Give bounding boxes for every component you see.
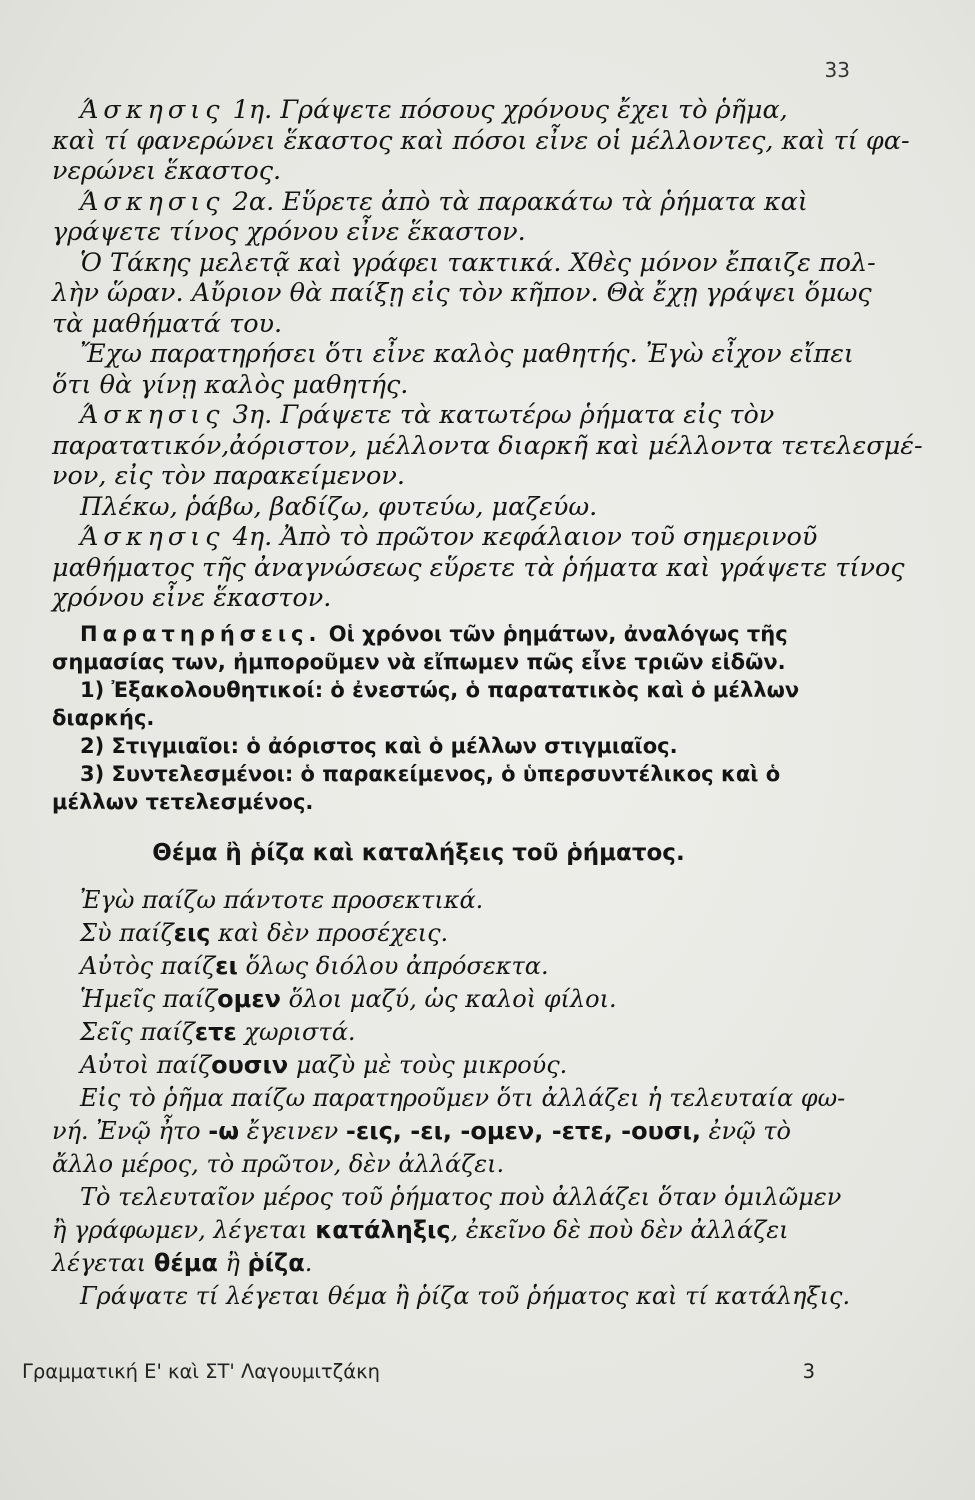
exercise-1-line-2: καὶ τί φανερώνει ἕκαστος καὶ πόσοι εἶνε οἱ μέλλοντες, καὶ τί φα- <box>52 125 910 156</box>
exercise-number: 3η. <box>232 400 273 430</box>
conjugation-line: Σὺ παίζεις καὶ δὲν προσέχεις. <box>80 918 449 947</box>
note-line-6: 3) Συντελεσμένοι: ὁ παρακείμενος, ὁ ὑπερσυντέλικος καὶ ὁ <box>80 761 781 786</box>
exercise-label: Άσκησις <box>80 95 225 125</box>
paragraph-1-line-1: Εἰς τὸ ῥῆμα παίζω παρατηροῦμεν ὅτι ἀλλάζει ἡ τελευταία φω- <box>80 1083 846 1112</box>
page-number: 33 <box>824 58 850 82</box>
paragraph-1-line-3: ἄλλο μέρος, τὸ πρῶτον, δὲν ἀλλάζει. <box>52 1149 505 1178</box>
closing-question: Γράψατε τί λέγεται θέμα ἢ ῥίζα τοῦ ῥήματος καὶ τί κατάληξις. <box>80 1281 851 1310</box>
note-label: Παρατηρήσεις. <box>80 621 322 646</box>
exercise-3-line-2: παρατατικόν,ἀόριστον, μέλλοντα διαρκῆ καὶ μέλλοντα τετελεσμέ- <box>52 430 923 461</box>
paragraph-2-line-2: ἢ γράφωμεν, λέγεται κατάληξις, ἐκεῖνο δὲ ποὺ δὲν ἀλλάζει <box>52 1215 789 1244</box>
exercise-number: 2α. <box>232 186 275 217</box>
exercise-label: Άσκησις <box>80 522 225 552</box>
exercise-4-line-3: χρόνου εἶνε ἕκαστον. <box>52 583 332 613</box>
note-line-7: μέλλων τετελεσμένος. <box>52 789 314 814</box>
exercise-3-line-4: Πλέκω, ῥάβω, βαδίζω, φυτεύω, μαζεύω. <box>80 491 598 522</box>
exercise-text: Γράψετε τὰ κατωτέρω ῥήματα εἰς τὸν <box>280 400 775 430</box>
conjugation-line: Αὐτὸς παίζει ὅλως διόλου ἀπρόσεκτα. <box>80 951 549 980</box>
note-text: Οἱ χρόνοι τῶν ῥημάτων, ἀναλόγως τῆς <box>328 621 788 646</box>
exercise-number: 4η. <box>232 522 273 552</box>
exercise-2-line-7: ὅτι θὰ γίνῃ καλὸς μαθητής. <box>52 369 409 400</box>
note-line-3: 1) Ἐξακολουθητικοί: ὁ ἐνεστώς, ὁ παρατατικὸς καὶ ὁ μέλλων <box>80 677 800 702</box>
paragraph-2-line-1: Τὸ τελευταῖον μέρος τοῦ ῥήματος ποὺ ἀλλάζει ὅταν ὁμιλῶμεν <box>80 1182 842 1211</box>
exercise-2-line-1 <box>52 187 825 218</box>
footer-book-title: Γραμματική Ε' καὶ ΣΤ' Λαγουμιτζάκη <box>22 1360 380 1383</box>
exercise-2-line-5: τὰ μαθήματά του. <box>52 308 283 339</box>
section-heading: Θέμα ἢ ῥίζα καὶ καταλήξεις τοῦ ῥήματος. <box>152 839 685 866</box>
exercise-4-line-2: μαθήματος τῆς ἀναγνώσεως εὕρετε τὰ ῥήματα καὶ γράψετε τίνος <box>52 552 905 583</box>
exercise-2-line-2: γράψετε τίνος χρόνου εἶνε ἕκαστον. <box>52 217 526 247</box>
note-line-4: διαρκής. <box>52 705 155 730</box>
page-footer <box>22 1360 815 1383</box>
exercise-2-line-6: Ἔχω παρατηρήσει ὅτι εἶνε καλὸς μαθητής. Ἐγὼ εἶχον εἴπει <box>80 339 854 369</box>
paragraph-1-line-2: νή. Ἐνῷ ἦτο -ω ἔγεινεν -εις, -ει, -ομεν, -ετε, -ουσι, ἐνῷ τὸ <box>52 1116 792 1145</box>
exercise-1-line-3: νερώνει ἕκαστος. <box>52 156 282 186</box>
paragraph-2-line-3: λέγεται θέμα ἢ ῥίζα. <box>52 1248 313 1277</box>
exercise-4-line-1 <box>52 522 825 553</box>
footer-signature: 3 <box>802 1360 815 1383</box>
exercise-3-line-1 <box>52 400 825 431</box>
exercise-label: Άσκησις <box>80 186 225 217</box>
exercise-text: Ἀπὸ τὸ πρῶτον κεφάλαιον τοῦ σημερινοῦ <box>280 522 818 552</box>
exercise-2-line-3: Ὁ Τάκης μελετᾷ καὶ γράφει τακτικά. Χθὲς μόνον ἔπαιζε πολ- <box>80 247 876 278</box>
conjugation-line: Σεῖς παίζετε χωριστά. <box>80 1017 356 1046</box>
conjugation-line: Ἐγὼ παίζω πάντοτε προσεκτικά. <box>80 885 484 914</box>
exercise-text: Γράψετε πόσους χρόνους ἔχει τὸ ῥῆμα, <box>280 95 788 125</box>
note-line-5: 2) Στιγμιαῖοι: ὁ ἀόριστος καὶ ὁ μέλλων στιγμιαῖος. <box>80 733 678 758</box>
note-line-2: σημασίας των, ἠμποροῦμεν νὰ εἴπωμεν πῶς εἶνε τριῶν εἰδῶν. <box>52 649 786 674</box>
note-line-1 <box>52 620 825 648</box>
exercise-label: Άσκησις <box>80 400 225 430</box>
exercise-2-line-4: λὴν ὥραν. Αὔριον θὰ παίξῃ εἰς τὸν κῆπον. Θὰ ἔχῃ γράψει ὅμως <box>52 278 872 308</box>
exercise-1-line-1 <box>52 95 825 126</box>
conjugation-line: Αὐτοὶ παίζουσιν μαζὺ μὲ τοὺς μικρούς. <box>80 1050 568 1079</box>
exercise-3-line-3: νον, εἰς τὸν παρακείμενον. <box>52 461 406 491</box>
conjugation-line: Ἡμεῖς παίζομεν ὅλοι μαζύ, ὡς καλοὶ φίλοι. <box>80 984 617 1013</box>
exercise-text: Εὕρετε ἀπὸ τὰ παρακάτω τὰ ῥήματα καὶ <box>282 186 808 217</box>
exercise-number: 1η. <box>232 95 273 125</box>
